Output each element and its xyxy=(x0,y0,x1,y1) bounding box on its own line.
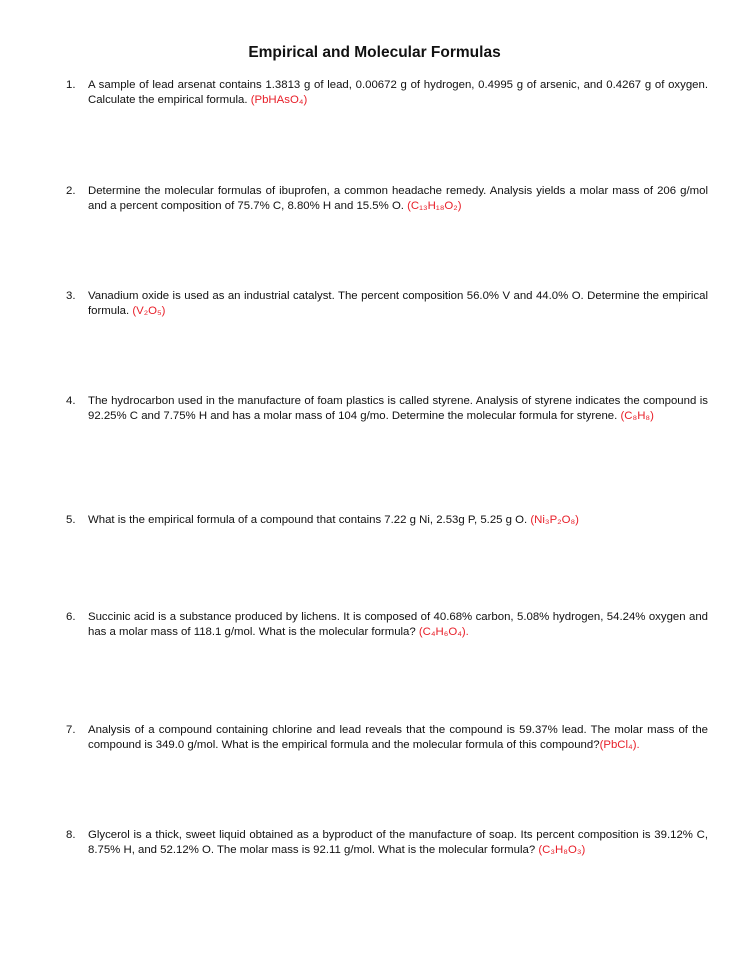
page-title: Empirical and Molecular Formulas xyxy=(248,44,501,61)
question-number: 7. xyxy=(66,724,76,736)
question-text: The hydrocarbon used in the manufacture of foam plastics is called styrene. Analysis of styrene indicates the compound is 92.25% C and 7.75% H and has a molar mass of 104 g/mo. Determine the molecular formula for styrene. xyxy=(88,395,708,422)
question-1 xyxy=(66,78,708,107)
answer: (PbHAsO₄) xyxy=(250,93,308,106)
question-text: Determine the molecular formulas of ibuprofen, a common headache remedy. Analysis yields a molar mass of 206 g/mol and a percent composition of 75.7% C, 8.80% H and 15.5% O. xyxy=(88,185,708,212)
question-text: Vanadium oxide is used as an industrial catalyst. The percent composition 56.0% V and 44.0% O. Determine the empirical formula. xyxy=(88,290,708,317)
question-number: 2. xyxy=(66,185,76,197)
answer: (Ni₃P₂O₈) xyxy=(530,514,579,526)
question-text: Analysis of a compound containing chlorine and lead reveals that the compound is 59.37% lead. The molar mass of the compound is 349.0 g/mol. What is the empirical formula and the molecular formula of this compound? xyxy=(88,724,708,751)
question-number: 3. xyxy=(66,290,76,302)
question-text: Succinic acid is a substance produced by lichens. It is composed of 40.68% carbon, 5.08% hydrogen, 54.24% oxygen and has a molar mass of 118.1 g/mol. What is the molecular formula? xyxy=(88,611,708,638)
question-8 xyxy=(66,828,708,857)
question-3 xyxy=(66,289,708,318)
question-number: 8. xyxy=(66,829,76,841)
question-number: 5. xyxy=(66,514,76,526)
question-4 xyxy=(66,394,708,423)
question-number: 6. xyxy=(66,611,76,623)
answer: (C₃H₈O₃) xyxy=(538,843,586,856)
answer: (C₄H₆O₄). xyxy=(418,625,469,638)
question-6 xyxy=(66,610,708,639)
question-5 xyxy=(66,513,708,528)
answer: (C₈H₈) xyxy=(620,409,654,422)
answer: (V₂O₅) xyxy=(132,304,166,317)
answer: (PbCl₄). xyxy=(599,738,640,751)
question-text: Glycerol is a thick, sweet liquid obtained as a byproduct of the manufacture of soap. Its percent composition is 39.12% C, 8.75% H, and 52.12% O. The molar mass is 92.11 g/mol. What is the molecular formula? xyxy=(88,829,708,856)
answer: (C₁₃H₁₈O₂) xyxy=(407,199,462,212)
question-7 xyxy=(66,723,708,752)
question-text: What is the empirical formula of a compound that contains 7.22 g Ni, 2.53g P, 5.25 g O. xyxy=(88,514,531,526)
question-number: 1. xyxy=(66,79,76,91)
question-text: A sample of lead arsenat contains 1.3813 g of lead, 0.00672 g of hydrogen, 0.4995 g of arsenic, and 0.4267 g of oxygen. Calculate the empirical formula. xyxy=(88,79,708,106)
question-2 xyxy=(66,184,708,213)
question-number: 4. xyxy=(66,395,76,407)
